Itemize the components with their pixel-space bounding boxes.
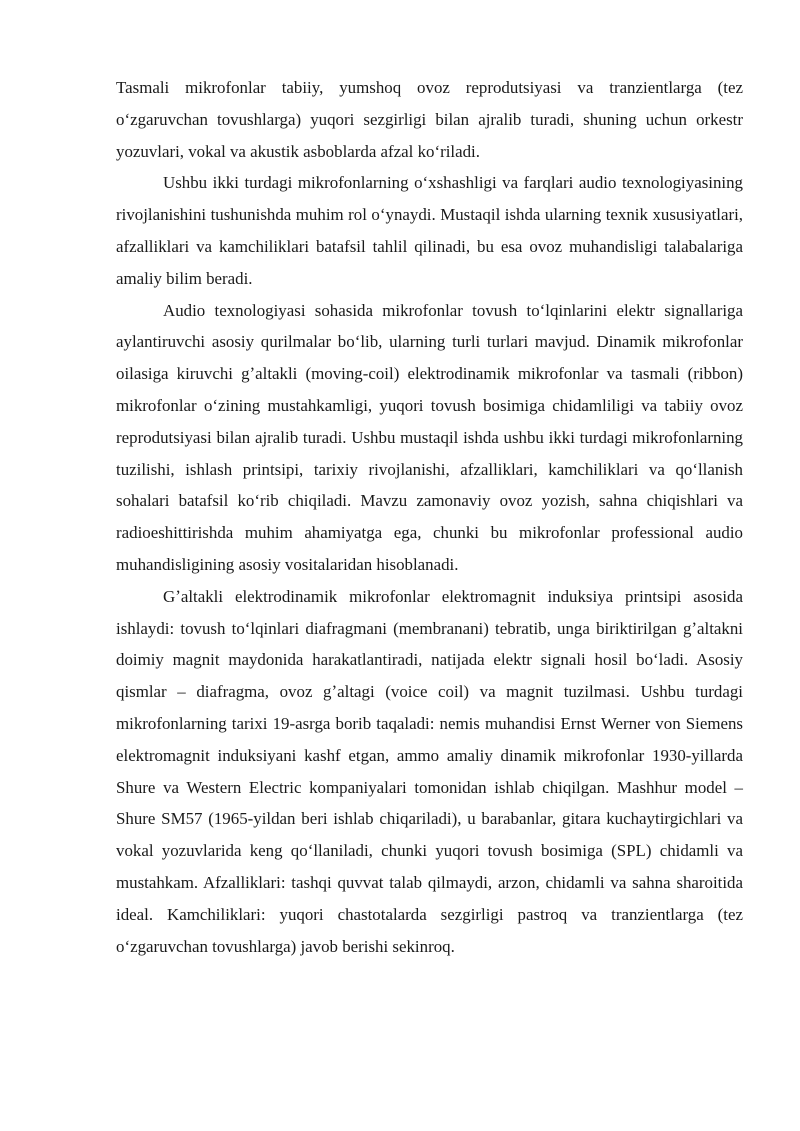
paragraph-moving-coil: Gʼaltakli elektrodinamik mikrofonlar elektromagnit induksiya printsipi asosida ishlaydi: tovush toʻlqinlari diafragmani (membranani) tebratib, unga biriktirilgan gʼaltakni doimiy magnit maydonida harakatlantiradi, natijada elektr signali hosil boʻladi. Asosiy qismlar – diafragma, ovoz gʼaltagi (voice coil) va magnit tuzilmasi. Ushbu turdagi mikrofonlarning tarixi 19-asrga borib taqaladi: nemis muhandisi Ernst Werner von Siemens elektromagnit induksiyani kashf etgan, ammo amaliy dinamik mikrofonlar 1930-yillarda Shure va Western Electric kompaniyalari tomonidan ishlab chiqilgan. Mashhur model – Shure SM57 (1965-yildan beri ishlab chiqariladi), u barabanlar, gitara kuchaytirgichlari va vokal yozuvlarida keng qoʻllaniladi, chunki yuqori tovush bosimiga (SPL) chidamli va mustahkam. Afzalliklari: tashqi quvvat talab qilmaydi, arzon, chidamli va sahna sharoitida ideal. Kamchiliklari: yuqori chastotalarda sezgirligi pastroq va tranzientlarga (tez oʻzgaruvchan tovushlarga) javob berishi sekinroq. <box>116 586 743 956</box>
paragraph-ribbon-summary: Tasmali mikrofonlar tabiiy, yumshoq ovoz reprodutsiyasi va tranzientlarga (tez oʻzgaruvchan tovushlarga) yuqori sezgirligi bilan ajralib turadi, shuning uchun orkestr yozuvlari, vokal va akustik asboblarda afzal koʻriladi. <box>116 78 743 161</box>
paragraph-audio-technology: Audio texnologiyasi sohasida mikrofonlar tovush toʻlqinlarini elektr signallariga aylantiruvchi asosiy qurilmalar boʻlib, ularning turli turlari mavjud. Dinamik mikrofonlar oilasiga kiruvchi gʼaltakli (moving-coil) elektrodinamik mikrofonlar va tasmali (ribbon) mikrofonlar oʻzining mustahkamligi, yuqori tovush bosimiga chidamliligi va tabiiy ovoz reprodutsiyasi bilan ajralib turadi. Ushbu mustaqil ishda ushbu ikki turdagi mikrofonlarning tuzilishi, ishlash printsipi, tarixiy rivojlanishi, afzalliklari, kamchiliklari va qoʻllanish sohalari batafsil koʻrib chiqiladi. Mavzu zamonaviy ovoz yozish, sahna chiqishlari va radioeshittirishda muhim ahamiyatga ega, chunki bu mikrofonlar professional audio muhandisligining asosiy vositalaridan hisoblanadi. <box>116 300 743 574</box>
paragraph-comparison-intro: Ushbu ikki turdagi mikrofonlarning oʻxshashligi va farqlari audio texnologiyasining rivojlanishini tushunishda muhim rol oʻynaydi. Mustaqil ishda ularning texnik xususiyatlari, afzalliklari va kamchiliklari batafsil tahlil qilinadi, bu esa ovoz muhandisligi talabalariga amaliy bilim beradi. <box>116 173 743 288</box>
